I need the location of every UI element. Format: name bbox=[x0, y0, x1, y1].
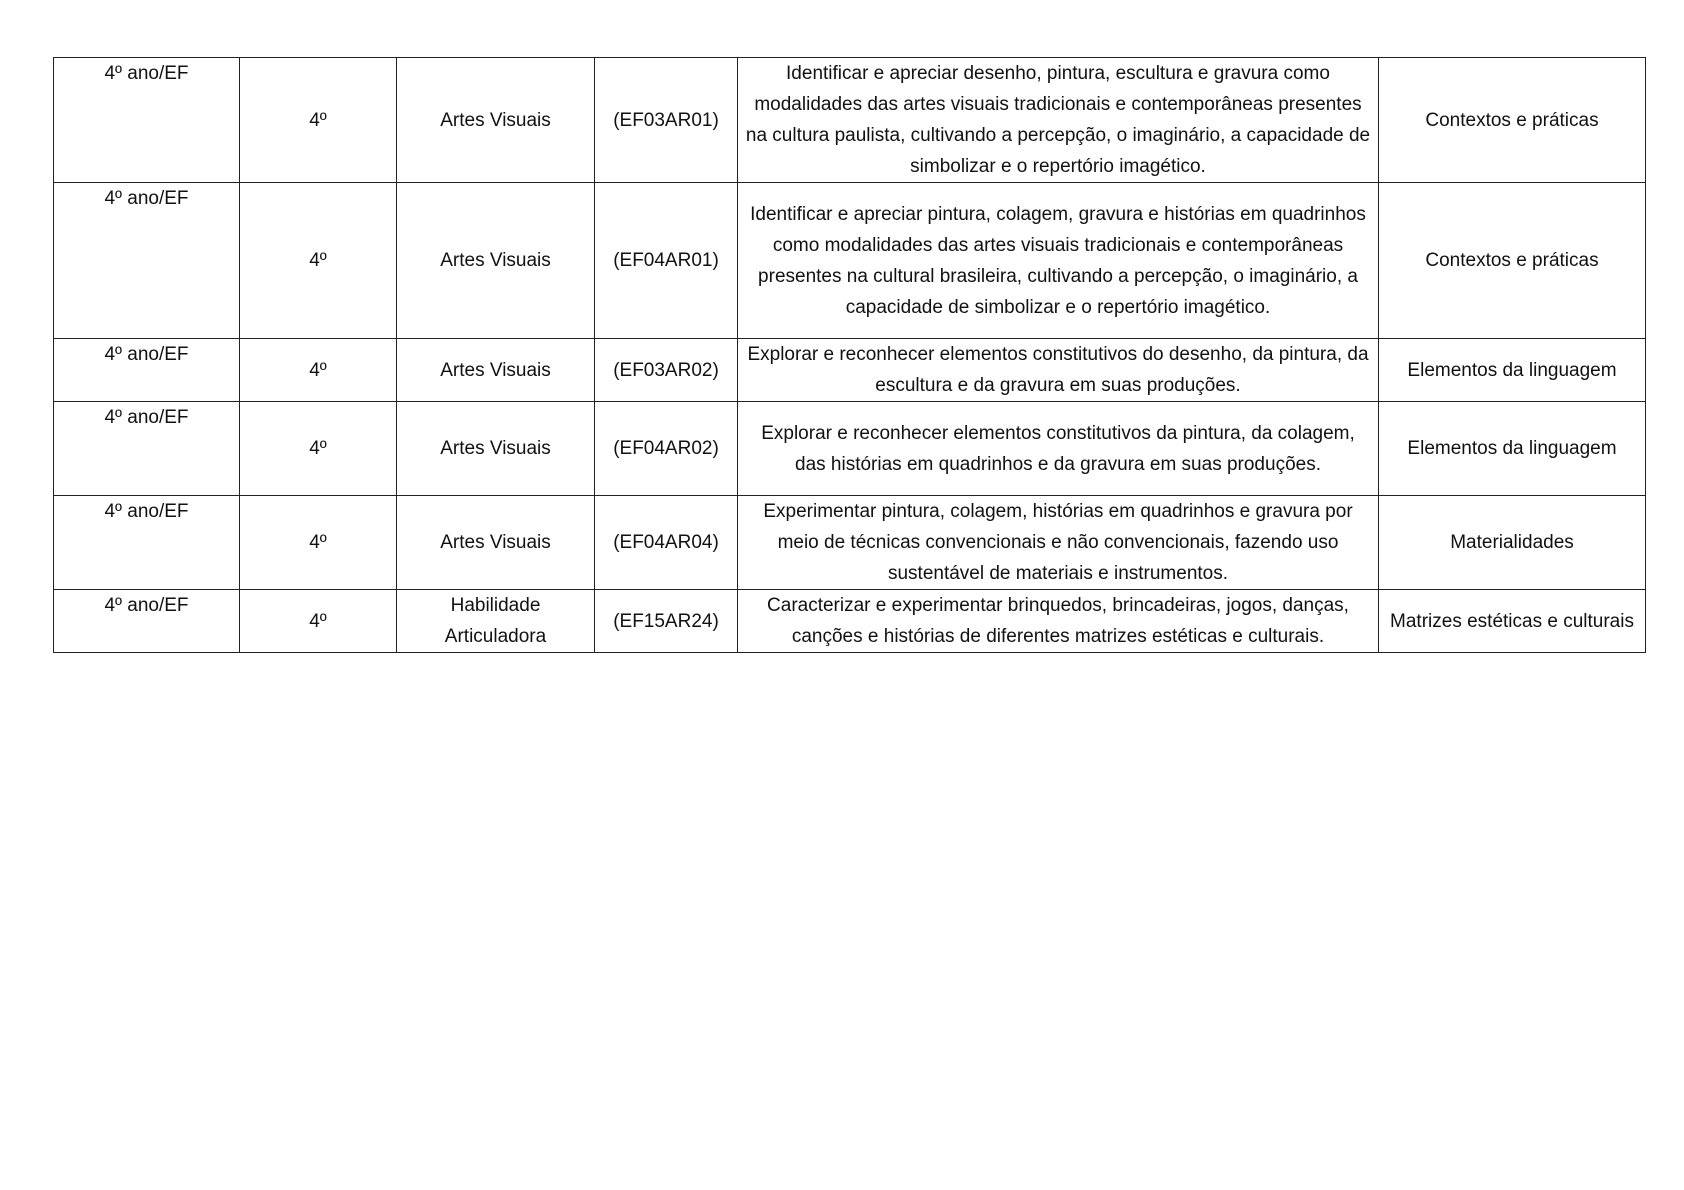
cell-codigo: (EF04AR01) bbox=[595, 183, 738, 339]
cell-habilidade: Identificar e apreciar desenho, pintura, escultura e gravura como modalidades das artes visuais tradicionais e contemporâneas presentes na cultura paulista, cultivando a percepção, o imaginário, a capacidade de simbolizar e o repertório imagético. bbox=[738, 58, 1379, 183]
table-row bbox=[54, 183, 1646, 339]
cell-serie: 4º bbox=[240, 496, 397, 590]
cell-habilidade: Experimentar pintura, colagem, histórias em quadrinhos e gravura por meio de técnicas convencionais e não convencionais, fazendo uso sustentável de materiais e instrumentos. bbox=[738, 496, 1379, 590]
cell-objeto: Contextos e práticas bbox=[1379, 183, 1646, 339]
cell-serie: 4º bbox=[240, 339, 397, 402]
cell-objeto: Elementos da linguagem bbox=[1379, 339, 1646, 402]
cell-ano: 4º ano/EF bbox=[54, 58, 240, 183]
cell-ano: 4º ano/EF bbox=[54, 496, 240, 590]
cell-ano: 4º ano/EF bbox=[54, 339, 240, 402]
cell-ano: 4º ano/EF bbox=[54, 402, 240, 496]
cell-codigo: (EF04AR04) bbox=[595, 496, 738, 590]
cell-habilidade: Caracterizar e experimentar brinquedos, brincadeiras, jogos, danças, canções e histórias de diferentes matrizes estéticas e culturais. bbox=[738, 590, 1379, 653]
cell-serie: 4º bbox=[240, 402, 397, 496]
table-row bbox=[54, 402, 1646, 496]
cell-serie: 4º bbox=[240, 590, 397, 653]
cell-componente: Artes Visuais bbox=[397, 339, 595, 402]
cell-ano: 4º ano/EF bbox=[54, 183, 240, 339]
cell-serie: 4º bbox=[240, 58, 397, 183]
table-row bbox=[54, 496, 1646, 590]
cell-componente: Artes Visuais bbox=[397, 402, 595, 496]
curriculum-table bbox=[53, 57, 1646, 653]
cell-codigo: (EF03AR01) bbox=[595, 58, 738, 183]
cell-componente: Artes Visuais bbox=[397, 58, 595, 183]
table-row bbox=[54, 339, 1646, 402]
cell-codigo: (EF15AR24) bbox=[595, 590, 738, 653]
cell-ano: 4º ano/EF bbox=[54, 590, 240, 653]
cell-componente: Habilidade Articuladora bbox=[397, 590, 595, 653]
cell-objeto: Contextos e práticas bbox=[1379, 58, 1646, 183]
cell-habilidade: Explorar e reconhecer elementos constitutivos da pintura, da colagem, das histórias em quadrinhos e da gravura em suas produções. bbox=[738, 402, 1379, 496]
cell-habilidade: Identificar e apreciar pintura, colagem, gravura e histórias em quadrinhos como modalidades das artes visuais tradicionais e contemporâneas presentes na cultural brasileira, cultivando a percepção, o imaginário, a capacidade de simbolizar e o repertório imagético. bbox=[738, 183, 1379, 339]
cell-serie: 4º bbox=[240, 183, 397, 339]
cell-codigo: (EF03AR02) bbox=[595, 339, 738, 402]
cell-objeto: Matrizes estéticas e culturais bbox=[1379, 590, 1646, 653]
cell-objeto: Materialidades bbox=[1379, 496, 1646, 590]
cell-componente: Artes Visuais bbox=[397, 496, 595, 590]
table-row bbox=[54, 58, 1646, 183]
cell-habilidade: Explorar e reconhecer elementos constitutivos do desenho, da pintura, da escultura e da gravura em suas produções. bbox=[738, 339, 1379, 402]
cell-codigo: (EF04AR02) bbox=[595, 402, 738, 496]
cell-objeto: Elementos da linguagem bbox=[1379, 402, 1646, 496]
table-row bbox=[54, 590, 1646, 653]
cell-componente: Artes Visuais bbox=[397, 183, 595, 339]
